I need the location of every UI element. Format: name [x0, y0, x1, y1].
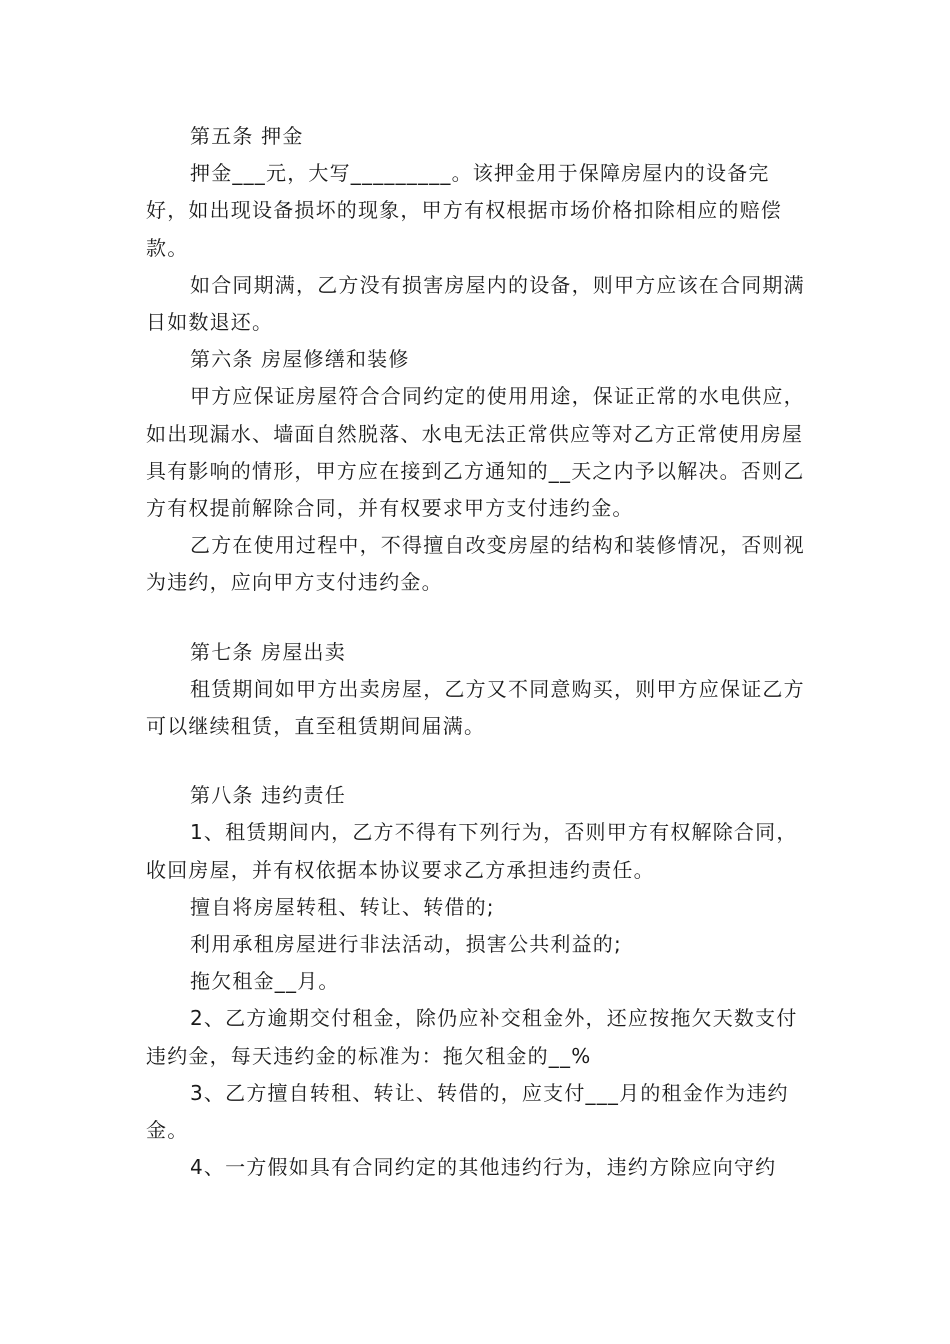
paragraph-breach-arrears: 拖欠租金__月。: [190, 969, 340, 994]
section-heading-deposit: 第五条 押金: [190, 124, 304, 148]
section-spacer: [146, 745, 810, 777]
paragraph-deposit-refund: 如合同期满，乙方没有损害房屋内的设备，则甲方应该在合同期满日如数退还。: [146, 272, 805, 335]
section-spacer: [146, 602, 810, 634]
paragraph-deposit-amount: 押金___元，大写_________。该押金用于保障房屋内的设备完好，如出现设备损坏的现象，甲方有权根据市场价格扣除相应的赔偿款。: [146, 161, 782, 260]
paragraph-breach-4: 4、一方假如具有合同约定的其他违约行为，违约方除应向守约: [190, 1155, 777, 1180]
paragraph-repair-tenant: 乙方在使用过程中，不得擅自改变房屋的结构和装修情况，否则视为违约，应向甲方支付违约金。: [146, 533, 805, 595]
paragraph-breach-sublet: 擅自将房屋转租、转让、转借的;: [190, 894, 495, 919]
paragraph-breach-1: 1、租赁期间内，乙方不得有下列行为，否则甲方有权解除合同，收回房屋，并有权依据本协议要求乙方承担违约责任。: [146, 820, 798, 882]
section-heading-repair: 第六条 房屋修缮和装修: [190, 347, 410, 372]
paragraph-breach-2: 2、乙方逾期交付租金，除仍应补交租金外，还应按拖欠天数支付违约金，每天违约金的标准为：拖欠租金的__%: [146, 1006, 798, 1068]
section-heading-breach: 第八条 违约责任: [190, 783, 346, 808]
paragraph-sale: 租赁期间如甲方出卖房屋，乙方又不同意购买，则甲方应保证乙方可以继续租赁，直至租赁期间届满。: [146, 676, 805, 739]
paragraph-repair-obligation: 甲方应保证房屋符合合同约定的使用用途，保证正常的水电供应，如出现漏水、墙面自然脱落、水电无法正常供应等对乙方正常使用房屋具有影响的情形，甲方应在接到乙方通知的__天之内予以解决。否则乙方有权提前解除合同，并有权要求甲方支付违约金。: [146, 384, 805, 521]
section-heading-sale: 第七条 房屋出卖: [190, 639, 346, 664]
paragraph-breach-illegal: 利用承租房屋进行非法活动，损害公共利益的;: [190, 932, 622, 957]
paragraph-breach-3: 3、乙方擅自转租、转让、转借的，应支付___月的租金作为违约金。: [146, 1080, 789, 1143]
document-body: [146, 118, 810, 1186]
